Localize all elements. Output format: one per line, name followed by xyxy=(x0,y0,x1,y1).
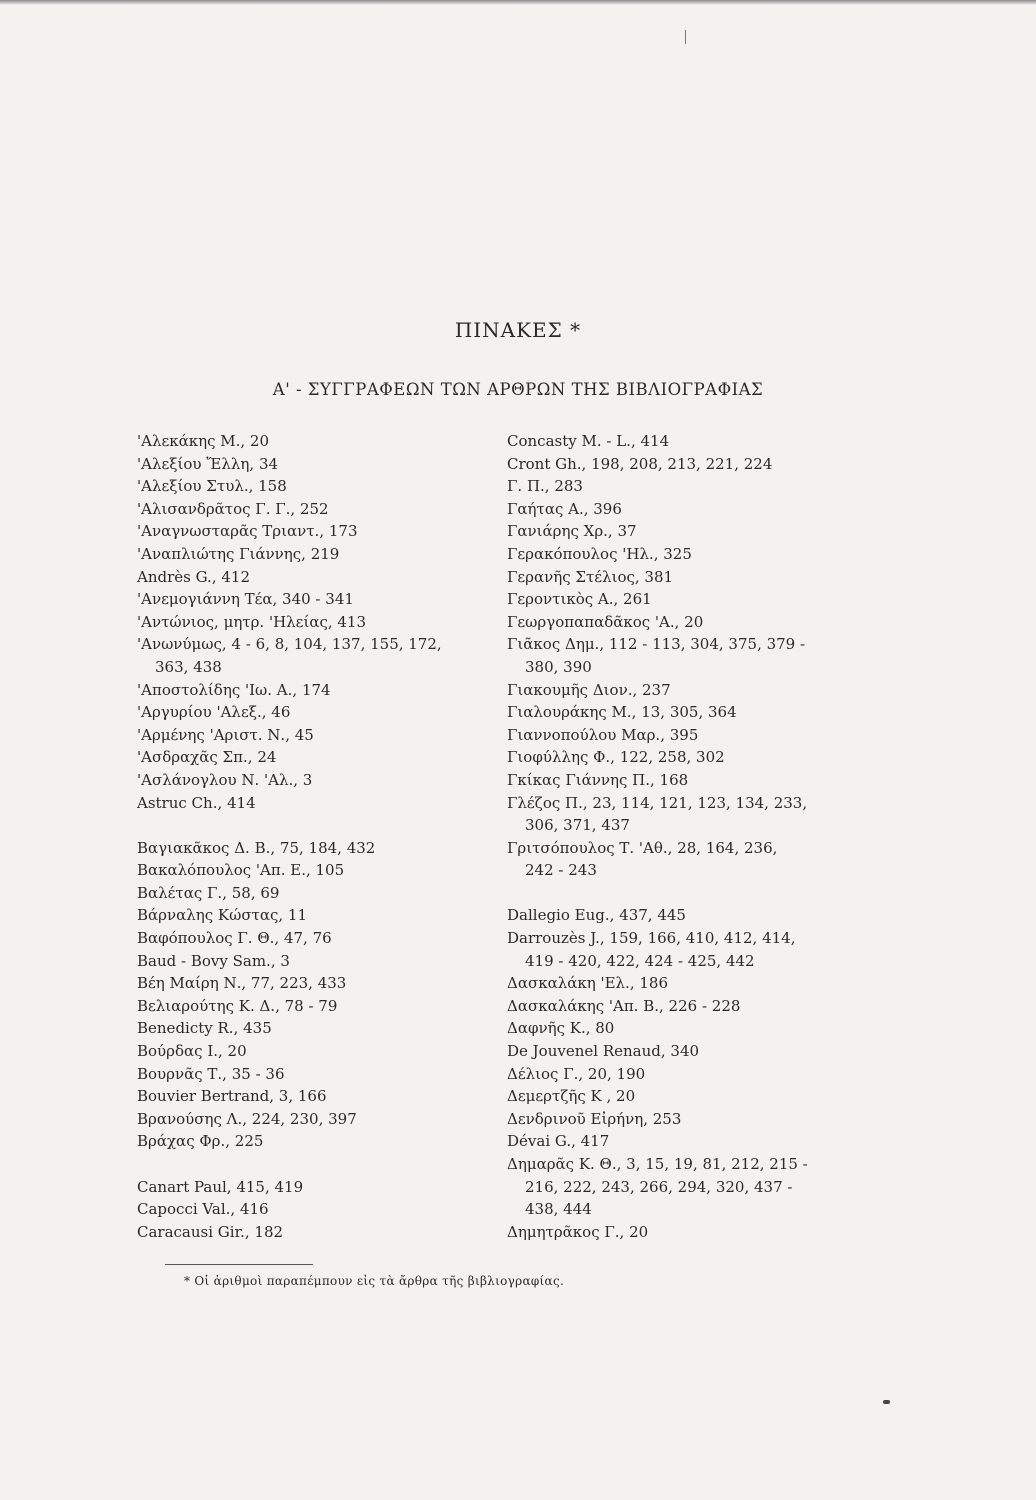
index-entry xyxy=(507,904,872,927)
entry-continuation: 380, 390 xyxy=(525,657,592,676)
index-entry xyxy=(507,1198,872,1221)
index-entry xyxy=(137,566,492,589)
entry-text: Darrouzès J., 159, 166, 410, 412, 414, xyxy=(507,929,796,948)
entry-text: Βαλέτας Γ., 58, 69 xyxy=(137,883,280,902)
entry-text: Βουρνᾶς Τ., 35 - 36 xyxy=(137,1064,285,1083)
entry-text: 'Αναγνωσταρᾶς Τριαντ., 173 xyxy=(137,522,358,541)
index-entry xyxy=(507,1063,872,1086)
index-entry xyxy=(137,1130,492,1153)
page-edge xyxy=(0,0,1036,5)
index-entry xyxy=(137,633,492,678)
entry-text: 'Ανωνύμως, 4 - 6, 8, 104, 137, 155, 172, xyxy=(137,635,442,654)
entry-text: Βέη Μαίρη Ν., 77, 223, 433 xyxy=(137,974,347,993)
index-entry xyxy=(137,1176,492,1199)
index-entry xyxy=(507,611,872,634)
entry-text: Benedicty R., 435 xyxy=(137,1019,272,1038)
index-entry xyxy=(507,543,872,566)
index-column-right xyxy=(507,430,872,1243)
index-entry xyxy=(137,859,492,882)
entry-text: Βακαλόπουλος 'Απ. Ε., 105 xyxy=(137,861,345,880)
entry-continuation: 216, 222, 243, 266, 294, 320, 437 - xyxy=(525,1177,793,1196)
entry-text: 'Αργυρίου 'Αλεξ., 46 xyxy=(137,703,291,722)
entry-text: Bouvier Bertrand, 3, 166 xyxy=(137,1087,327,1106)
index-entry xyxy=(137,679,492,702)
entry-text: Dallegio Eug., 437, 445 xyxy=(507,906,686,925)
index-entry xyxy=(507,1085,872,1108)
entry-text: Βελιαρούτης Κ. Δ., 78 - 79 xyxy=(137,996,338,1015)
entry-text: Βάρναλης Κώστας, 11 xyxy=(137,906,308,925)
entry-text: 'Αποστολίδης 'Ιω. Α., 174 xyxy=(137,680,331,699)
entry-text: 'Ασλάνογλου Ν. 'Αλ., 3 xyxy=(137,770,313,789)
index-entry xyxy=(137,972,492,995)
entry-text: 'Ανεμογιάννη Τέα, 340 - 341 xyxy=(137,590,354,609)
entry-text: Βράχας Φρ., 225 xyxy=(137,1132,264,1151)
entry-text: Andrès G., 412 xyxy=(137,567,250,586)
index-entry xyxy=(507,498,872,521)
index-entry xyxy=(137,837,492,860)
entry-text: Capocci Val., 416 xyxy=(137,1200,269,1219)
entry-text: Γερακόπουλος 'Ηλ., 325 xyxy=(507,544,692,563)
index-entry xyxy=(137,475,492,498)
entry-text: Δεμερτζῆς Κ , 20 xyxy=(507,1087,636,1106)
index-entry xyxy=(137,995,492,1018)
index-entry xyxy=(507,430,872,453)
entry-text: 'Αλεκάκης Μ., 20 xyxy=(137,432,270,450)
entry-text: Γιαλουράκης Μ., 13, 305, 364 xyxy=(507,703,737,722)
entry-text: 'Αλεξίου Στυλ., 158 xyxy=(137,477,287,496)
entry-text: Δημητρᾶκος Γ., 20 xyxy=(507,1222,649,1241)
footnote-rule xyxy=(165,1264,313,1265)
index-entry xyxy=(137,769,492,792)
entry-text: Βούρδας Ι., 20 xyxy=(137,1042,247,1061)
entry-text: Canart Paul, 415, 419 xyxy=(137,1177,304,1196)
entry-text: Δασκαλάκης 'Απ. Β., 226 - 228 xyxy=(507,996,741,1015)
index-entry xyxy=(507,792,872,837)
index-entry xyxy=(507,837,872,882)
index-entry xyxy=(507,701,872,724)
entry-text: Γανιάρης Χρ., 37 xyxy=(507,522,637,541)
index-entry xyxy=(137,701,492,724)
index-entry xyxy=(137,611,492,634)
index-entry xyxy=(137,1085,492,1108)
index-entry xyxy=(507,633,872,678)
entry-text: Dévai G., 417 xyxy=(507,1132,610,1151)
entry-text: Γερανῆς Στέλιος, 381 xyxy=(507,567,674,586)
entry-text: 'Αλεξίου Ἔλλη, 34 xyxy=(137,454,279,473)
entry-text: Δενδρινοῦ Εἰρήνη, 253 xyxy=(507,1109,682,1128)
index-entry xyxy=(507,588,872,611)
entry-text: Baud - Bovy Sam., 3 xyxy=(137,951,290,970)
entry-text: Γεωργοπαπαδᾶκος 'Α., 20 xyxy=(507,612,704,631)
page-title: ΠΙΝΑΚΕΣ * xyxy=(454,318,582,342)
entry-text: 'Αρμένης 'Αριστ. Ν., 45 xyxy=(137,725,314,744)
index-entry xyxy=(507,679,872,702)
index-entry xyxy=(507,1017,872,1040)
index-entry xyxy=(137,724,492,747)
index-entry xyxy=(507,1153,872,1198)
index-entry xyxy=(507,1130,872,1153)
entry-text: Δασκαλάκη 'Ελ., 186 xyxy=(507,974,668,993)
index-entry xyxy=(137,520,492,543)
entry-text: De Jouvenel Renaud, 340 xyxy=(507,1042,700,1061)
entry-text: Caracausi Gir., 182 xyxy=(137,1222,284,1241)
entry-text: 438, 444 xyxy=(525,1200,592,1219)
entry-text: 'Αναπλιώτης Γιάννης, 219 xyxy=(137,544,340,563)
entry-text: 'Αλισανδρᾶτος Γ. Γ., 252 xyxy=(137,499,329,518)
index-entry xyxy=(137,543,492,566)
entry-continuation: 242 - 243 xyxy=(525,861,597,880)
entry-text: Γεροντικὸς Α., 261 xyxy=(507,590,652,609)
index-entry xyxy=(507,1108,872,1131)
index-entry xyxy=(507,995,872,1018)
entry-continuation: 306, 371, 437 xyxy=(525,816,630,835)
index-entry xyxy=(137,1040,492,1063)
index-entry xyxy=(507,566,872,589)
index-entry xyxy=(507,1040,872,1063)
index-entry xyxy=(507,927,872,972)
index-entry xyxy=(137,430,492,453)
index-column-left xyxy=(137,430,492,1243)
index-entry xyxy=(507,1221,872,1244)
index-entry xyxy=(137,1108,492,1131)
index-entry xyxy=(137,1063,492,1086)
entry-continuation: 419 - 420, 422, 424 - 425, 442 xyxy=(525,951,755,970)
entry-text: Βαφόπουλος Γ. Θ., 47, 76 xyxy=(137,929,332,948)
entry-text: Δαφνῆς Κ., 80 xyxy=(507,1019,615,1038)
index-entry xyxy=(507,724,872,747)
entry-continuation: 363, 438 xyxy=(155,657,222,676)
print-speck xyxy=(883,1400,890,1404)
index-entry xyxy=(137,904,492,927)
index-entry xyxy=(137,882,492,905)
index-entry xyxy=(137,498,492,521)
index-entry xyxy=(507,746,872,769)
entry-text: Γιᾶκος Δημ., 112 - 113, 304, 375, 379 - xyxy=(507,635,806,654)
entry-text: Δέλιος Γ., 20, 190 xyxy=(507,1064,646,1083)
entry-text: Βαγιακᾶκος Δ. Β., 75, 184, 432 xyxy=(137,838,376,857)
index-entry xyxy=(507,475,872,498)
section-subtitle: Α' - ΣΥΓΓΡΑΦΕΩΝ ΤΩΝ ΑΡΘΡΩΝ ΤΗΣ ΒΙΒΛΙΟΓΡΑΦΙΑΣ xyxy=(272,380,764,399)
entry-text: Γ. Π., 283 xyxy=(507,477,583,496)
index-entry xyxy=(137,792,492,815)
entry-text: Γιοφύλλης Φ., 122, 258, 302 xyxy=(507,748,725,767)
index-entry xyxy=(507,972,872,995)
index-entry xyxy=(137,1221,492,1244)
entry-text: Γριτσόπουλος Τ. 'Αθ., 28, 164, 236, xyxy=(507,838,778,857)
index-entry xyxy=(137,453,492,476)
index-entry xyxy=(507,520,872,543)
entry-text: Cront Gh., 198, 208, 213, 221, 224 xyxy=(507,454,773,473)
index-entry xyxy=(507,453,872,476)
entry-text: Γαήτας Α., 396 xyxy=(507,499,622,518)
entry-text: Γιακουμῆς Διον., 237 xyxy=(507,680,671,699)
entry-text: Γλέζος Π., 23, 114, 121, 123, 134, 233, xyxy=(507,793,808,812)
index-entry xyxy=(137,746,492,769)
entry-text: Γιαννοπούλου Μαρ., 395 xyxy=(507,725,699,744)
pencil-mark xyxy=(685,30,686,44)
entry-text: 'Αντώνιος, μητρ. 'Ηλείας, 413 xyxy=(137,612,367,631)
entry-text: 'Ασδραχᾶς Σπ., 24 xyxy=(137,748,277,767)
index-entry xyxy=(137,927,492,950)
index-entry xyxy=(137,1017,492,1040)
index-entry xyxy=(137,1198,492,1221)
footnote: * Οἱ ἀριθμοὶ παραπέμπουν εἰς τὰ ἄρθρα τῆς βιβλιογραφίας. xyxy=(184,1274,565,1288)
index-entry xyxy=(137,950,492,973)
index-entry xyxy=(137,588,492,611)
entry-text: Astruc Ch., 414 xyxy=(137,793,256,812)
entry-text: Concasty M. - L., 414 xyxy=(507,432,670,450)
entry-text: Γκίκας Γιάννης Π., 168 xyxy=(507,770,689,789)
index-entry xyxy=(507,769,872,792)
entry-text: Δημαρᾶς Κ. Θ., 3, 15, 19, 81, 212, 215 - xyxy=(507,1155,808,1173)
entry-text: Βρανούσης Λ., 224, 230, 397 xyxy=(137,1109,357,1128)
